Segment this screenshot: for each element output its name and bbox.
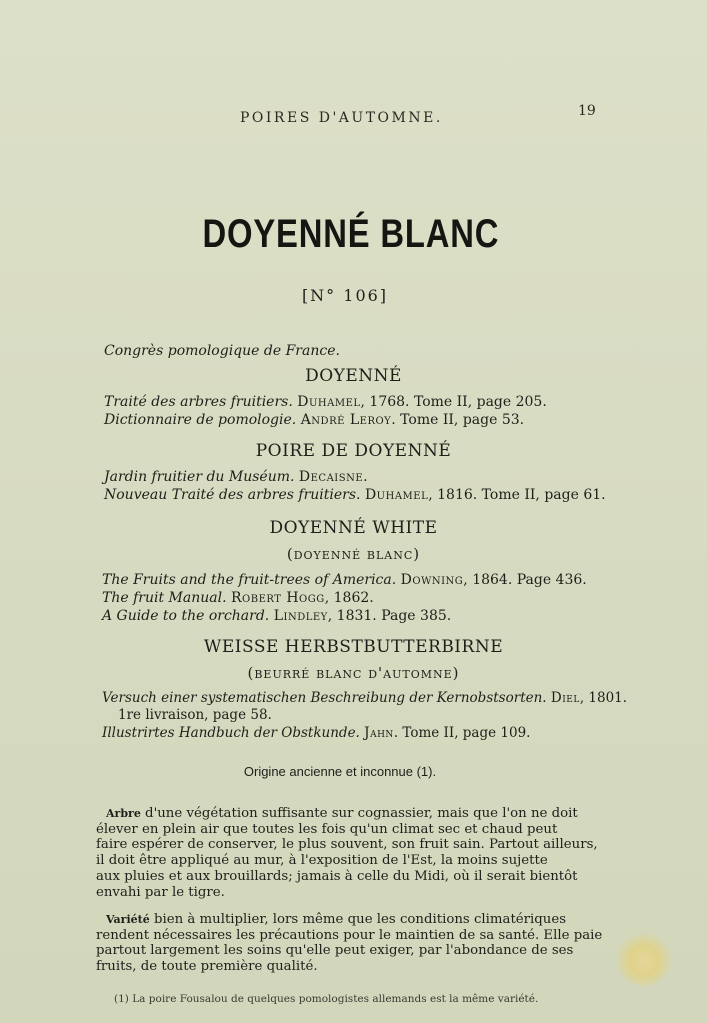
reference-details: . Tome II, page 53. xyxy=(391,412,525,428)
reference-details: 1re livraison, page 58. xyxy=(118,707,272,723)
paragraph-lead: Variété xyxy=(106,913,150,926)
paragraph-variete xyxy=(96,912,604,975)
synonym-subheading: (doyenné blanc) xyxy=(286,545,421,563)
reference-work: The Fruits and the fruit-trees of America. xyxy=(102,572,397,588)
reference-details: . Tome II, page 109. xyxy=(393,725,531,741)
footnote: (1) La poire Fousalou de quelques pomologistes allemands est la même variété. xyxy=(114,993,539,1005)
reference-work: The fruit Manual. xyxy=(102,590,227,606)
paragraph-lead: Arbre xyxy=(106,807,141,820)
synonym-source: Congrès pomologique de France. xyxy=(104,343,340,359)
reference-line xyxy=(102,725,530,741)
origin-heading: Origine ancienne et inconnue (1). xyxy=(243,764,437,779)
reference-work: Traité des arbres fruitiers. xyxy=(104,394,293,410)
paragraph-line: aux pluies et aux brouillards; jamais à celle du Midi, où il serait bientôt xyxy=(96,868,578,884)
synonym-heading: POIRE DE DOYENNÉ xyxy=(255,441,452,461)
reference-details: , 1801. xyxy=(579,690,628,706)
show-through-stain xyxy=(616,930,672,986)
paragraph-arbre xyxy=(96,806,604,900)
reference-author: Jahn xyxy=(364,725,394,741)
reference-work: Illustrirtes Handbuch der Obstkunde. xyxy=(102,725,360,741)
reference-line xyxy=(102,690,627,706)
reference-work: Dictionnaire de pomologie. xyxy=(104,412,297,428)
reference-author: Duhamel xyxy=(297,394,361,410)
synonym-heading: DOYENNÉ xyxy=(305,366,402,386)
page-number: 19 xyxy=(578,103,596,119)
paragraph-line: élever en plein air que toutes les fois qu'un climat sec et chaud peut xyxy=(96,821,558,837)
reference-author: Robert Hogg xyxy=(230,590,325,606)
reference-author: Diel xyxy=(550,690,580,706)
reference-details: , 1768. Tome II, page 205. xyxy=(360,394,547,410)
reference-details: . xyxy=(363,469,368,485)
paragraph-line: rendent nécessaires les précautions pour le maintien de sa santé. Elle paie xyxy=(96,927,603,943)
reference-author: Duhamel xyxy=(364,487,429,503)
reference-line xyxy=(104,469,368,485)
paragraph-line: envahi par le tigre. xyxy=(96,884,225,900)
reference-details: , 1816. Tome II, page 61. xyxy=(428,487,606,503)
reference-work: Nouveau Traité des arbres fruitiers. xyxy=(104,487,361,503)
reference-author: André Leroy xyxy=(300,412,392,428)
reference-work: Jardin fruitier du Muséum. xyxy=(104,469,295,485)
paragraph-line: Variété bien à multiplier, lors même que les conditions climatériques xyxy=(106,912,567,927)
reference-line xyxy=(104,394,547,410)
page-title: DOYENNÉ BLANC xyxy=(202,212,500,256)
synonym-heading: WEISSE HERBSTBUTTERBIRNE xyxy=(203,637,504,657)
reference-details: , 1831. Page 385. xyxy=(327,608,452,624)
reference-work: A Guide to the orchard. xyxy=(102,608,270,624)
reference-author: Lindley xyxy=(273,608,328,624)
reference-line xyxy=(118,707,272,723)
synonym-subheading: (beurré blanc d'automne) xyxy=(247,664,460,682)
running-title: POIRES D'AUTOMNE. xyxy=(240,110,443,126)
variety-number: [N° 106] xyxy=(301,286,389,305)
reference-line xyxy=(102,572,587,588)
reference-details: , 1864. Page 436. xyxy=(463,572,587,588)
reference-line xyxy=(104,487,606,503)
reference-work: Versuch einer systematischen Beschreibung der Kernobstsorten. xyxy=(102,690,547,706)
synonym-heading: DOYENNÉ WHITE xyxy=(269,518,438,538)
reference-author: Decaisne xyxy=(298,469,364,485)
paragraph-line: partout largement les soins qu'elle peut exiger, par l'abondance de ses xyxy=(96,943,574,959)
reference-author: Downing xyxy=(400,572,464,588)
reference-line xyxy=(102,608,451,624)
paragraph-line: faire espérer de conserver, le plus souvent, son fruit sain. Partout ailleurs, xyxy=(96,837,598,853)
reference-line xyxy=(102,590,374,606)
paragraph-line: Arbre d'une végétation suffisante sur cognassier, mais que l'on ne doit xyxy=(106,806,578,821)
reference-details: , 1862. xyxy=(324,590,374,606)
paragraph-line: fruits, de toute première qualité. xyxy=(96,959,318,975)
reference-line xyxy=(104,412,524,428)
paragraph-line: il doit être appliqué au mur, à l'exposition de l'Est, la moins sujette xyxy=(96,853,548,869)
